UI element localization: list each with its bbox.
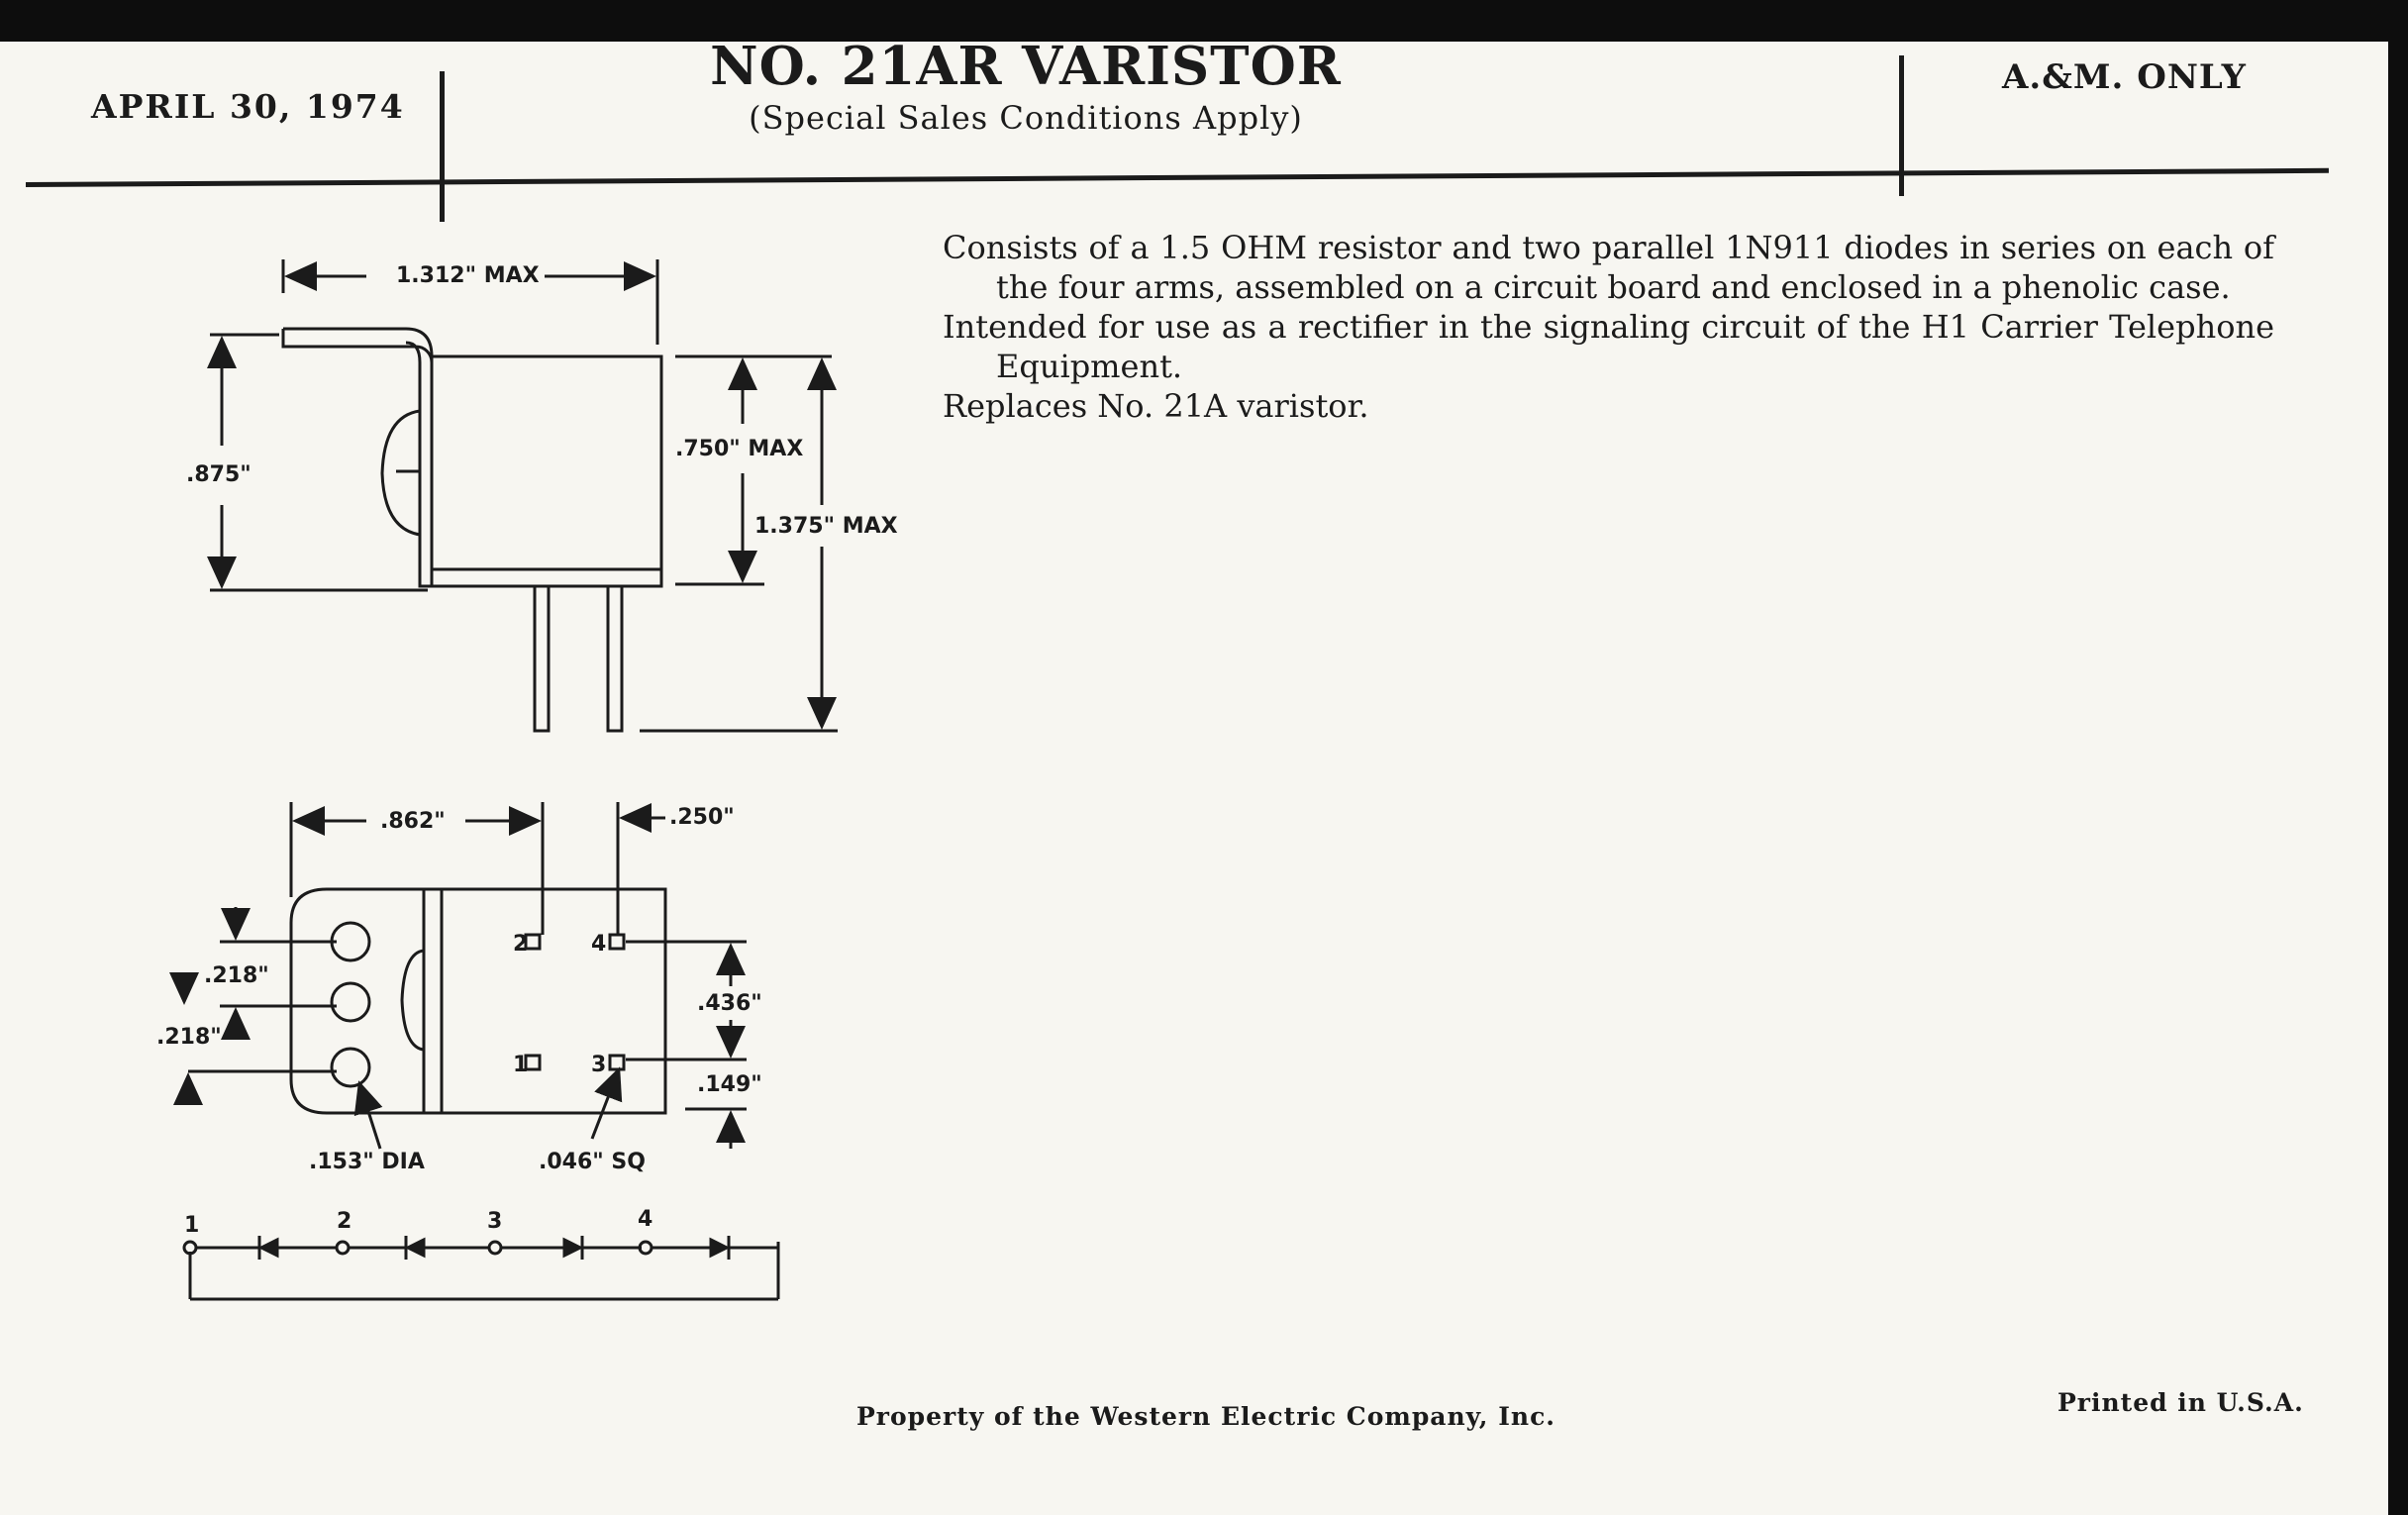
side-view — [283, 329, 661, 731]
label-1375: 1.375" MAX — [754, 514, 898, 539]
label-pin-sq: .046" SQ — [539, 1150, 646, 1174]
card-title: NO. 21AR VARISTOR — [710, 36, 1342, 97]
label-862: .862" — [380, 809, 446, 834]
node-label-2: 2 — [337, 1209, 352, 1234]
card-subtitle: (Special Sales Conditions Apply) — [749, 99, 1303, 137]
schematic — [184, 1236, 778, 1299]
dim-1375 — [640, 356, 838, 731]
dim-436-149 — [626, 942, 747, 1149]
property-notice: Property of the Western Electric Company, Inc. — [856, 1402, 1556, 1431]
description-paragraph-1: Consists of a 1.5 OHM resistor and two parallel 1N911 diodes in series on each of the four arms, assembled on a circuit board and enclosed in a phenolic case. — [943, 229, 2274, 306]
node-label-3: 3 — [487, 1209, 503, 1234]
label-218-a: .218" — [204, 963, 269, 988]
label-250: .250" — [669, 805, 735, 830]
dim-750 — [675, 356, 764, 584]
dim-250 — [618, 802, 665, 935]
node-label-4: 4 — [638, 1207, 653, 1232]
restriction-label: A.&M. ONLY — [2002, 57, 2247, 97]
description-paragraph-2: Intended for use as a rectifier in the signaling circuit of the H1 Carrier Telephone Equipment. — [943, 308, 2274, 385]
label-149: .149" — [697, 1072, 762, 1097]
dim-218 — [184, 907, 337, 1101]
pin-label-4: 4 — [591, 932, 607, 957]
pin-label-3: 3 — [591, 1053, 607, 1077]
label-750: .750" MAX — [675, 437, 804, 461]
node-label-1: 1 — [184, 1213, 200, 1238]
leader-lines — [359, 1069, 619, 1149]
drawing-labels — [156, 263, 898, 1238]
label-875: .875" — [186, 462, 251, 487]
label-1312: 1.312" MAX — [396, 263, 540, 288]
printed-notice: Printed in U.S.A. — [2057, 1388, 2304, 1417]
card-date: APRIL 30, 1974 — [91, 87, 405, 126]
label-436: .436" — [697, 991, 762, 1016]
description-paragraph-3: Replaces No. 21A varistor. — [943, 387, 1369, 425]
bottom-view — [291, 889, 665, 1113]
pin-label-1: 1 — [513, 1053, 529, 1077]
label-hole-dia: .153" DIA — [309, 1150, 425, 1174]
pin-label-2: 2 — [513, 932, 529, 957]
label-218-b: .218" — [156, 1025, 222, 1050]
